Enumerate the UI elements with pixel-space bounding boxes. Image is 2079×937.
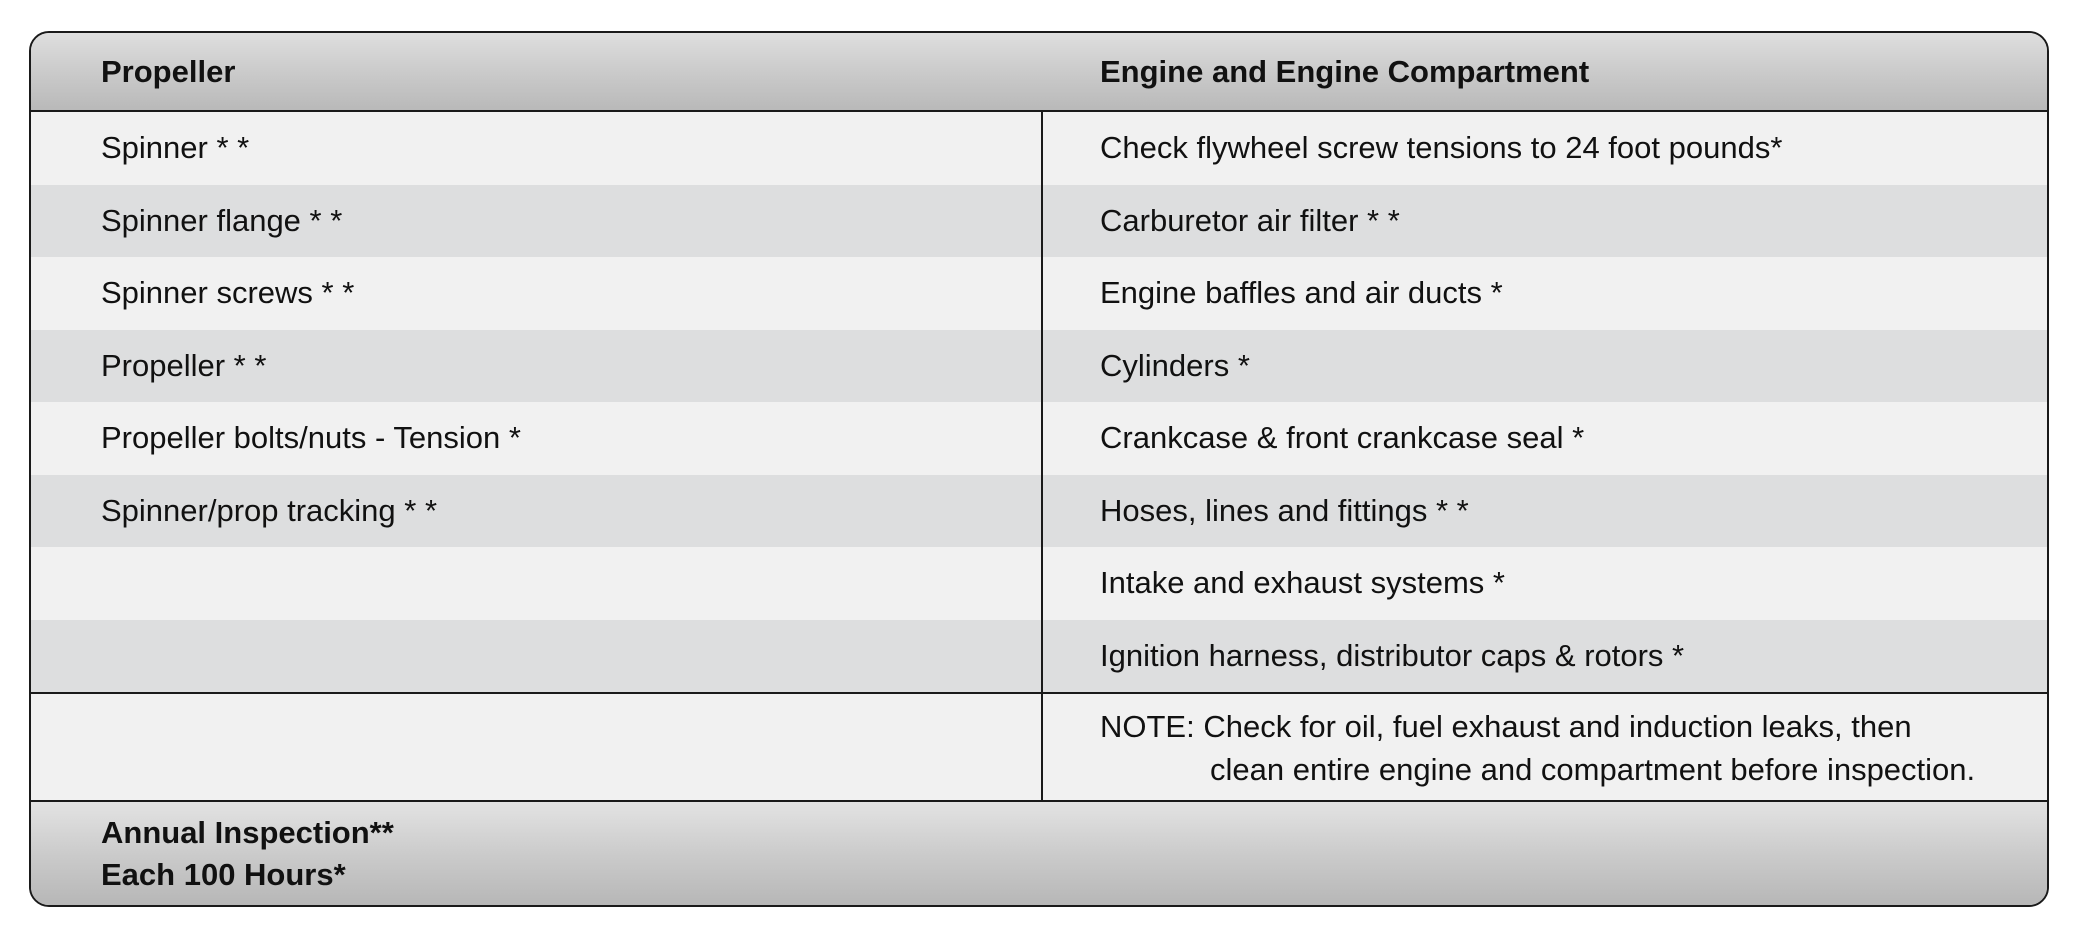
propeller-item: Spinner screws * * [101, 275, 355, 311]
table-row [31, 547, 2047, 620]
propeller-item: Spinner * * [101, 130, 250, 166]
propeller-item: Spinner/prop tracking * * [101, 492, 438, 528]
propeller-item: Propeller * * [101, 347, 267, 383]
inspection-checklist-table [29, 31, 2049, 907]
legend-annual: Annual Inspection** [101, 815, 394, 850]
propeller-item: Spinner flange * * [101, 202, 343, 238]
engine-item: Engine baffles and air ducts * [1100, 275, 1503, 311]
engine-note [1100, 705, 1975, 791]
note-divider [31, 692, 2047, 694]
legend-100-hours: Each 100 Hours* [101, 857, 346, 892]
note-line-1: NOTE: Check for oil, fuel exhaust and induction leaks, then [1100, 709, 1912, 744]
table-row [31, 112, 2047, 185]
legend [101, 812, 394, 896]
table-header [31, 33, 2047, 112]
engine-column-header: Engine and Engine Compartment [1100, 54, 1590, 89]
note-line-2: clean entire engine and compartment before inspection. [1210, 752, 1976, 787]
table-row [31, 402, 2047, 475]
column-divider [1041, 112, 1043, 800]
engine-item: Check flywheel screw tensions to 24 foot pounds* [1100, 130, 1783, 166]
engine-item: Hoses, lines and fittings * * [1100, 492, 1469, 528]
engine-item: Carburetor air filter * * [1100, 202, 1400, 238]
table-row [31, 185, 2047, 258]
note-row [31, 693, 2047, 800]
engine-item: Crankcase & front crankcase seal * [1100, 420, 1585, 456]
table-row [31, 620, 2047, 693]
engine-item: Ignition harness, distributor caps & rotors * [1100, 637, 1685, 673]
table-row [31, 475, 2047, 548]
table-row [31, 330, 2047, 403]
propeller-column-header: Propeller [101, 54, 236, 89]
table-row [31, 257, 2047, 330]
engine-item: Cylinders * [1100, 347, 1250, 383]
engine-item: Intake and exhaust systems * [1100, 565, 1505, 601]
propeller-item: Propeller bolts/nuts - Tension * [101, 420, 521, 456]
legend-footer [31, 800, 2047, 907]
